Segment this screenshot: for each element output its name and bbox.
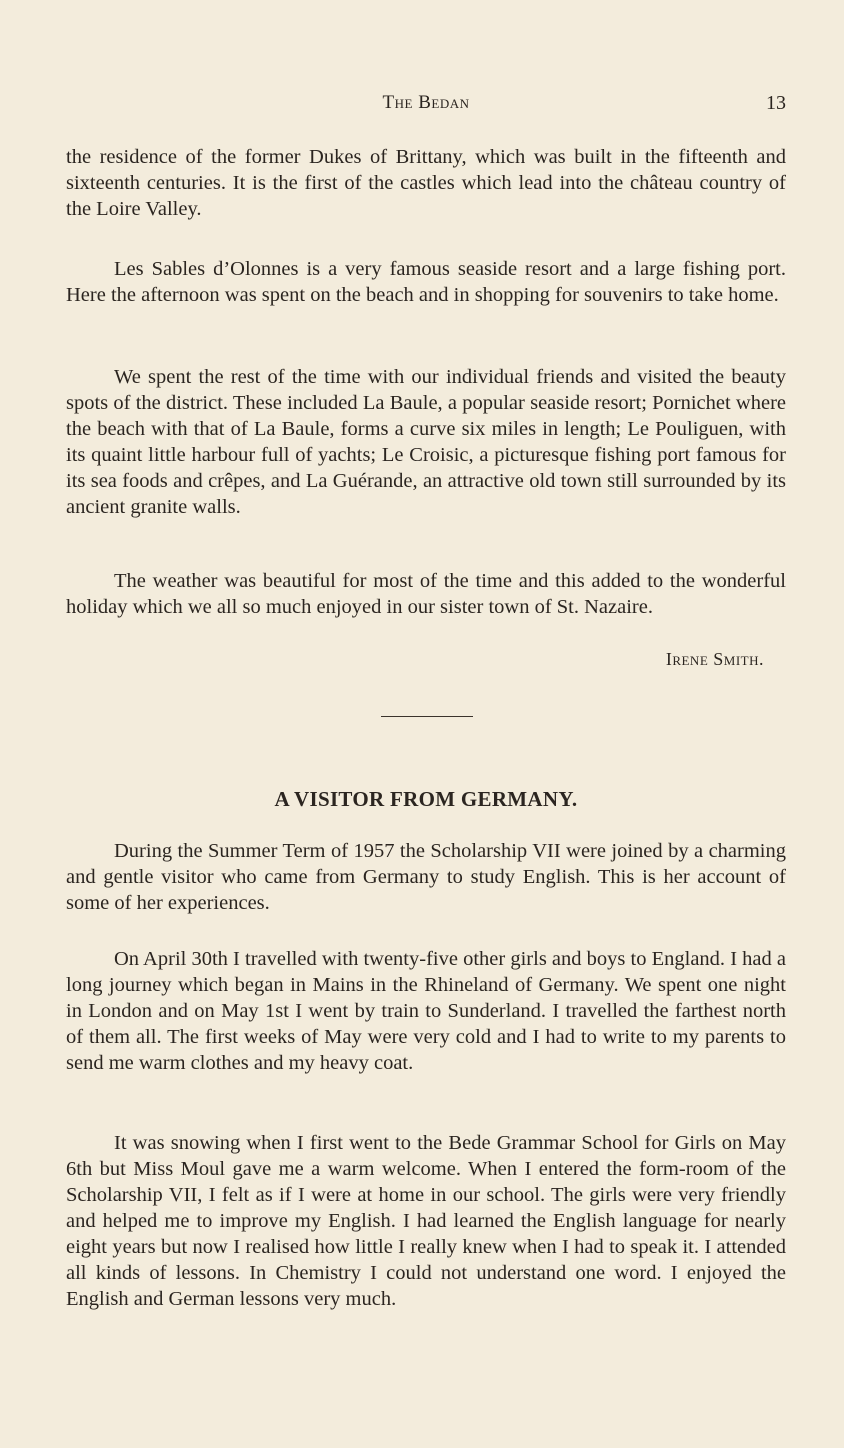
running-title: The Bedan	[382, 92, 470, 113]
section-title: A VISITOR FROM GERMANY.	[274, 787, 578, 811]
page-header	[66, 92, 786, 120]
paragraph-text: Les Sables d’Olonnes is a very famous seaside resort and a large fishing port. Here the afternoon was spent on the beach and in shopping for souvenirs to take home.	[66, 258, 786, 306]
page-number: 13	[766, 92, 786, 114]
paragraph-school	[66, 1130, 786, 1312]
paragraph-text: On April 30th I travelled with twenty-five other girls and boys to England. I had a long journey which began in Mains in the Rhineland of Germany. We spent one night in London and on May 1st I went by train to Sunderland. I travelled the farthest north of them all. The first weeks of May were very cold and I had to write to my parents to send me warm clothes and my heavy coat.	[66, 948, 786, 1074]
paragraph-text: the residence of the former Dukes of Brittany, which was built in the fifteenth and sixteenth centuries. It is the first of the castles which lead into the château country of the Loire Valley.	[66, 146, 786, 220]
section-divider	[381, 716, 473, 717]
paragraph-continued	[66, 144, 786, 222]
paragraph-intro	[66, 838, 786, 916]
paragraph-text: We spent the rest of the time with our individual friends and visited the beauty spots of the district. These included La Baule, a popular seaside resort; Pornichet where the beach with that of La Baule, forms a curve six miles in length; Le Pouliguen, with its quaint little harbour full of yachts; Le Croisic, a picturesque fishing port famous for its sea foods and crêpes, and La Guérande, an attractive old town still surrounded by its ancient granite walls.	[66, 366, 786, 518]
paragraph-beauty-spots	[66, 364, 786, 520]
author-signature: Irene Smith.	[665, 649, 764, 669]
paragraph-les-sables	[66, 256, 786, 308]
paragraph-journey	[66, 946, 786, 1076]
paragraph-text: During the Summer Term of 1957 the Scholarship VII were joined by a charming and gentle visitor who came from Germany to study English. This is her account of some of her experiences.	[66, 840, 786, 914]
paragraph-weather	[66, 568, 786, 620]
paragraph-text: The weather was beautiful for most of the time and this added to the wonderful holiday which we all so much enjoyed in our sister town of St. Nazaire.	[66, 570, 786, 618]
paragraph-text: It was snowing when I first went to the Bede Grammar School for Girls on May 6th but Miss Moul gave me a warm welcome. When I entered the form-room of the Scholarship VII, I felt as if I were at home in our school. The girls were very friendly and helped me to improve my English. I had learned the English language for nearly eight years but now I realised how little I really knew when I had to speak it. I attended all kinds of lessons. In Chemistry I could not understand one word. I enjoyed the English and German lessons very much.	[66, 1132, 786, 1310]
